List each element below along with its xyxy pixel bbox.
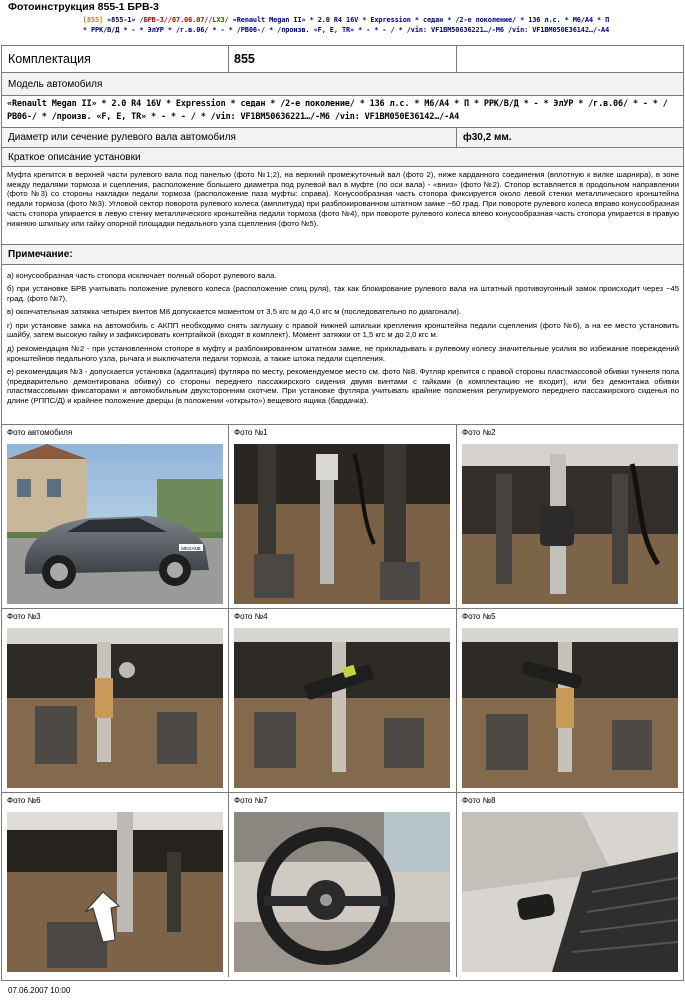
code-line2: * РРК/В/Д * - * ЭлУР * /г.в.06/ * - * /РВ06-/ * /произв. «F, E, TR» * - * - / * /vin: VF1BM50636221…/-М6 /vin: VF1BM050E36142…/-А4 xyxy=(82,26,610,34)
note-item: б) при установке БРВ учитывать положение рулевого колеса (расположение спиц руля), так как блокирование рулевого вала на штатный противоугонный замок происходит через ~45 град. (фото №7). xyxy=(7,284,679,304)
code-line xyxy=(12,15,680,35)
notes-header-row xyxy=(2,245,683,265)
floor-case-photo xyxy=(462,812,678,972)
pedal-area-photo xyxy=(7,628,223,788)
brief-header-row xyxy=(2,148,683,167)
brief-description: Муфта крепится в верхней части рулевого вала под панелью (фото №1;2), на верхний промежуточный вал (фото 2), ниже карданного соединения (вплотную к вилке шарнира), в зоне между педалями тормоза и сцепления, расположение большего диаметра под рулевой вал в муфте (по оси вала) - «вниз» (фото №2). Стопор вставляется в продольном направлении (фото №3) со стороны накладки педали тормоза (расположение паза муфты: справа). Конусообразная часть стопора фиксируется около левой стенки металлического кронштейна педали тормоза (фото №3). Угловой сектор поворота рулевого колеса (амплитуда) при разблокированном штатном замке ~60 град. При повороте рулевого колеса вправо конусообразная часть стопора упирается в левую стенку металлического кронштейна педали тормоза (фото №4), при повороте рулевого колеса влево конусообразная часть стопора упирается в правую нижнюю шпильку или гайку опорной площадки педального узла сцепления (фото №5). xyxy=(7,170,679,228)
page-title: Фотоинструкция 855-1 БРВ-3 xyxy=(8,1,159,13)
steering-wheel-photo xyxy=(234,812,450,972)
pedal-area-photo xyxy=(462,628,678,788)
pedal-area-photo xyxy=(234,444,450,604)
photo-label: Фото №2 xyxy=(462,428,496,437)
code-part2: /БРВ-3/ xyxy=(139,16,168,24)
photo-label: Фото №5 xyxy=(462,612,496,621)
diameter-row xyxy=(2,128,683,148)
photo-cell-car xyxy=(2,424,228,608)
note-item: в) окончательная затяжка четырех винтов М8 допускается моментом от 3,5 кгс м до 4,0 кгс м (последовательно по диагонали). xyxy=(7,307,462,317)
komplektaciya-label: Комплектация xyxy=(8,52,91,66)
photo-label: Фото №3 xyxy=(7,612,41,621)
pedal-area-photo xyxy=(462,444,678,604)
divider xyxy=(456,128,457,147)
code-product: [855] xyxy=(82,16,104,24)
code-part1: «855-1» xyxy=(107,16,136,24)
photo-cell-6 xyxy=(2,792,228,977)
photo-cell-8 xyxy=(457,792,683,977)
code-rest: «Renault Megan II» * 2.0 R4 16V * Expression * седан * /2-е поколение/ * 136 л.с. * М6/А4 * П xyxy=(232,16,610,24)
footer-timestamp: 07.06.2007 10:00 xyxy=(8,986,71,995)
photo-cell-4 xyxy=(229,608,456,792)
komplektaciya-value: 855 xyxy=(234,52,255,66)
code-lx: /LX3/ xyxy=(208,16,229,24)
photo-grid xyxy=(2,424,683,977)
photo-cell-7 xyxy=(229,792,456,977)
brief-description-row xyxy=(2,167,683,245)
photo-label: Фото №7 xyxy=(234,796,268,805)
divider xyxy=(456,46,457,72)
divider xyxy=(228,46,229,72)
pedal-area-photo xyxy=(234,628,450,788)
notes-list xyxy=(7,271,679,410)
note-item: д) рекомендация №2 - при установленном стопоре в муфту и разблокированном штатном замке, не прикладывать к рулевому колесу значительные усилия во избежание повреждений кронштейнов педального узла, рычага и выключателя педали тормоза, а также штока педали сцепления. xyxy=(7,343,679,363)
photo-label: Фото автомобиля xyxy=(7,428,73,437)
model-text-row xyxy=(2,96,683,128)
model-header-row xyxy=(2,73,683,96)
note-item: а) конусообразная часть стопора исключает полный оборот рулевого вала. xyxy=(7,271,277,280)
photo-label: Фото №6 xyxy=(7,796,41,805)
notes-label: Примечание: xyxy=(8,249,73,260)
diameter-value: ф30,2 мм. xyxy=(463,132,512,143)
photo-label: Фото №8 xyxy=(462,796,496,805)
instruction-table xyxy=(1,45,684,981)
note-item: е) рекомендация №3 - допускается установка (адаптация) футляра по месту, рекомендуемое место см. фото №8. Футляр крепится с правой стороны пластмассовой обивки туннеля пола (предварительно демонтирована обивку) со стороны переднего пассажирского сидения двумя винтами с гайками (в комплектацию не входит), или без демонтажа обивки пластмассовыми фиксаторами и автомобильным двухсторонним скотчем. При установке футляра учитывать крайние положения регулируемого переднего пассажирского сиденья по длине (РППС/Д) и крайнее положение дверцы (в положении «открыто») вещевого ящика (бардачка). xyxy=(7,366,679,406)
note-item: г) при установке замка на автомобиль с АКПП необходимо снять заглушку с правой нижней шпильки крепления кронштейна педали сцепления (фото №6), а на ее место установить шайбу, затем высокую гайку и зафиксировать контргайкой (входят в комплект). Момент затяжки от 1,5 кгс м до 2,0 кгс м. xyxy=(7,320,679,340)
photo-cell-2 xyxy=(457,424,683,608)
photo-label: Фото №4 xyxy=(234,612,268,621)
komplektaciya-row xyxy=(2,46,683,73)
photo-cell-1 xyxy=(229,424,456,608)
code-date: /07.06.07/ xyxy=(167,16,209,24)
car-plate-text: MEGANE xyxy=(181,546,201,551)
model-text: «Renault Megan II» * 2.0 R4 16V * Expression * седан * /2-е поколение/ * 136 л.с. * М6/А4 * П * РРК/В/Д * - * ЭлУР * /г.в.06/ * - * /РВ06-/ * /произв. «F, E, TR» * - * - / * /vin: VF1BM50636221…/-М6 /vin: VF1BM050E36142…/-А4 xyxy=(7,99,668,122)
car-photo xyxy=(7,444,223,604)
photo-cell-5 xyxy=(457,608,683,792)
pedal-area-photo xyxy=(7,812,223,972)
model-label: Модель автомобиля xyxy=(8,79,103,90)
brief-label: Краткое описание установки xyxy=(8,152,141,163)
photo-label: Фото №1 xyxy=(234,428,268,437)
photo-cell-3 xyxy=(2,608,228,792)
diameter-label: Диаметр или сечение рулевого вала автомобиля xyxy=(8,132,236,143)
